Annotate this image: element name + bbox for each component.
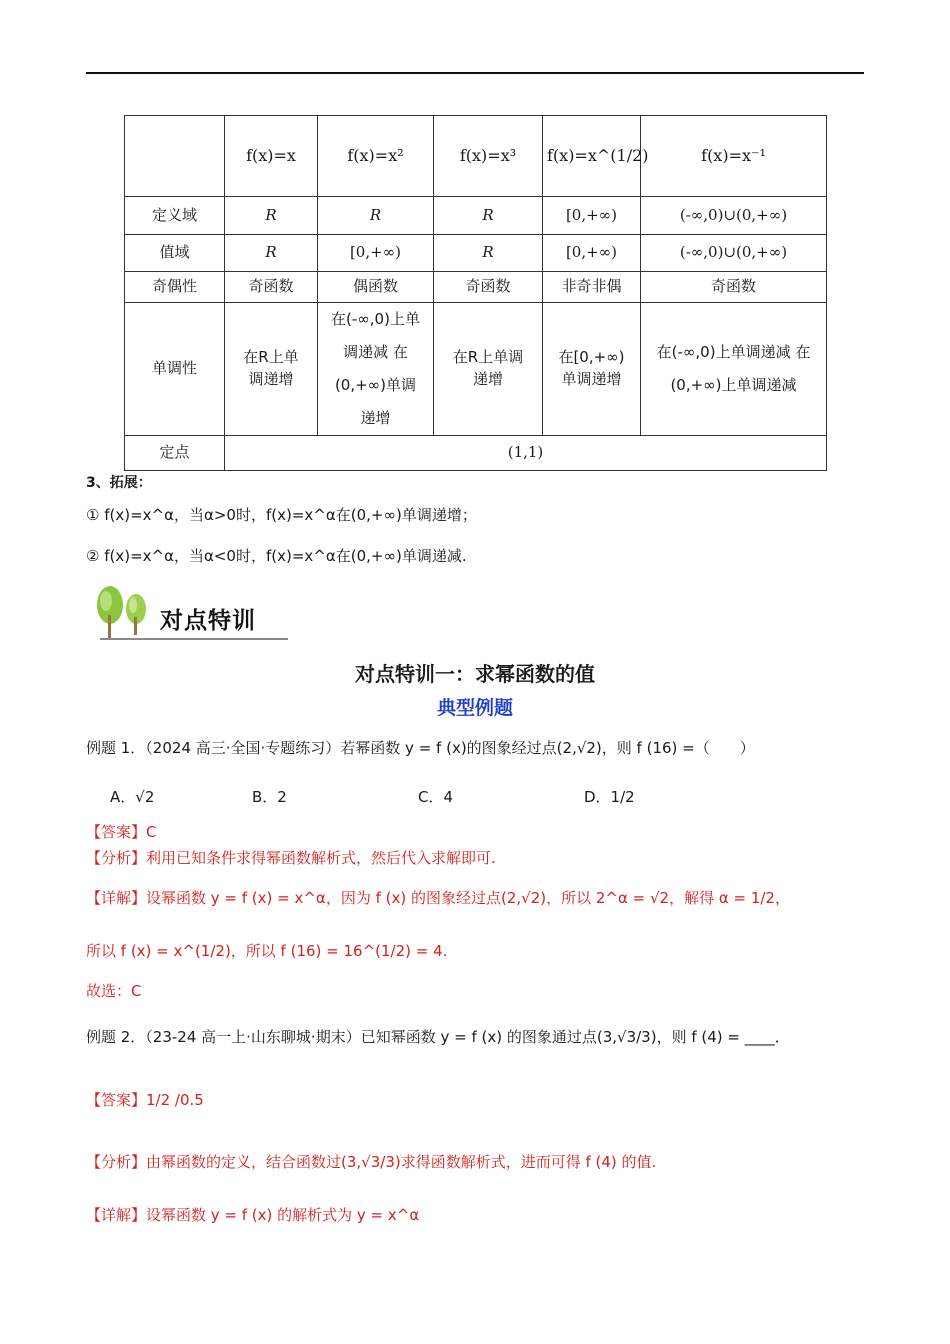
table-row [125,303,827,436]
extension-heading: 3、拓展： [86,475,152,491]
table-cell: (1,1) [225,436,827,471]
table-cell: R [434,235,543,272]
table-cell: 在R上单调递增 [225,303,318,436]
header-f-x2: f(x)=x² [318,116,434,197]
table-cell: 在(-∞,0)上单调递减 在(0,+∞)上单调递减 [641,303,827,436]
section-title: 对点特训一：求幂函数的值 [355,662,595,686]
table-cell: (-∞,0)∪(0,+∞) [641,197,827,235]
table-cell: R [225,197,318,235]
banner-underline [100,638,288,640]
example1-analysis: 【分析】利用已知条件求得幂函数解析式，然后代入求解即可. [86,849,496,867]
header-rule [86,72,864,74]
header-f-sqrt: f(x)=x^(1/2) [543,116,641,197]
table-row [125,197,827,235]
example1-conclusion: 故选：C [86,982,142,1000]
table-cell: 非奇非偶 [543,272,641,303]
table-row [125,235,827,272]
table-cell: (-∞,0)∪(0,+∞) [641,235,827,272]
option-d: D．1/2 [584,788,635,806]
table-cell: R [318,197,434,235]
table-cell: R [225,235,318,272]
table-row [125,436,827,471]
example2-detail: 【详解】设幂函数 y = f (x) 的解析式为 y = x^α [86,1206,420,1224]
header-f-inverse: f(x)=x⁻¹ [641,116,827,197]
table-header-row [125,116,827,197]
table-corner-cell [125,116,225,197]
row-label: 定点 [125,436,225,471]
example2-analysis: 【分析】由幂函数的定义，结合函数过(3,√3/3)求得函数解析式，进而可得 f (4) 的值. [86,1153,657,1171]
option-a: A．√2 [110,788,155,806]
example1-detail-line1: 【详解】设幂函数 y = f (x) = x^α，因为 f (x) 的图象经过点(2,√2)，所以 2^α = √2，解得 α = 1/2， [86,889,790,907]
table-cell: 奇函数 [434,272,543,303]
example2-answer: 【答案】1/2 /0.5 [86,1091,204,1109]
section-subtitle: 典型例题 [436,697,513,719]
banner-title: 对点特训 [160,608,256,634]
option-b: B．2 [252,788,287,806]
table-cell: 在(-∞,0)上单调递减 在(0,+∞)单调递增 [318,303,434,436]
table-cell: [0,+∞) [543,235,641,272]
table-row [125,272,827,303]
row-label: 奇偶性 [125,272,225,303]
table-cell: [0,+∞) [543,197,641,235]
table-cell: 奇函数 [641,272,827,303]
example2-stem: 例题 2．（23-24 高一上·山东聊城·期末）已知幂函数 y = f (x) 的图象通过点(3,√3/3)，则 f (4) = ____． [86,1028,790,1046]
table-cell: 偶函数 [318,272,434,303]
extension-line-1: ① f(x)=x^α，当α>0时，f(x)=x^α在(0,+∞)单调递增； [86,506,477,524]
table-cell: R [434,197,543,235]
example1-stem: 例题 1．（2024 高三·全国·专题练习）若幂函数 y = f (x)的图象经过点(2,√2)，则 f (16) =（ ） [86,739,755,757]
table-cell: 奇函数 [225,272,318,303]
table-cell: [0,+∞) [318,235,434,272]
table-cell: 在R上单调递增 [434,303,543,436]
row-label: 定义域 [125,197,225,235]
header-f-x: f(x)=x [225,116,318,197]
power-function-properties-table [124,115,827,471]
row-label: 单调性 [125,303,225,436]
row-label: 值域 [125,235,225,272]
table-cell: 在[0,+∞)单调递增 [543,303,641,436]
option-c: C．4 [418,788,454,806]
header-f-x3: f(x)=x³ [434,116,543,197]
example1-detail-line2: 所以 f (x) = x^(1/2)，所以 f (16) = 16^(1/2) = 4. [86,942,448,960]
example1-answer: 【答案】C [86,823,157,841]
extension-line-2: ② f(x)=x^α，当α<0时，f(x)=x^α在(0,+∞)单调递减. [86,547,467,565]
